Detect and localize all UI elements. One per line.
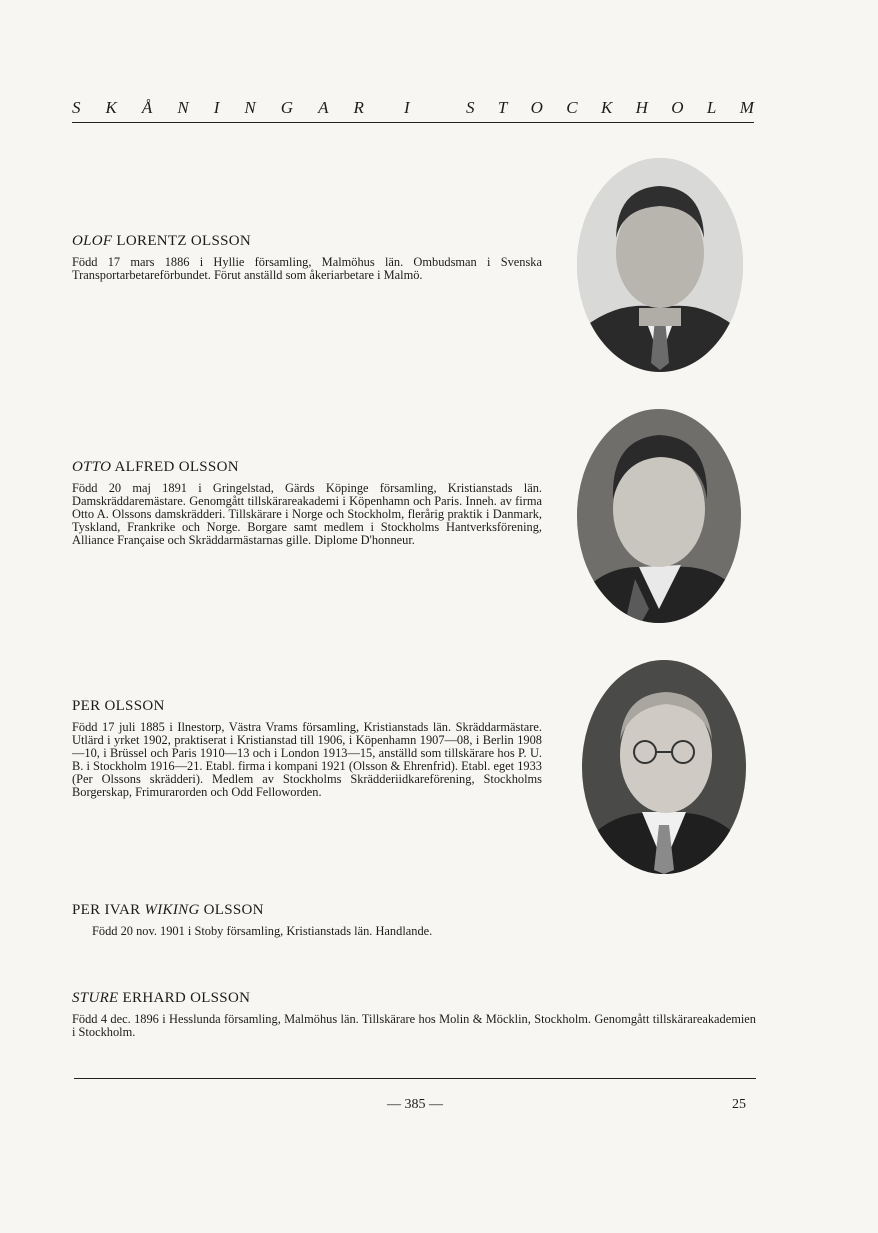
entry-name [72,902,562,919]
header-letter: L [706,98,717,117]
portrait-photo-olof-lorentz-olsson [577,158,743,372]
signature-mark: 25 [732,1097,746,1112]
entry-name [72,990,756,1007]
entry-name [72,233,542,250]
portrait-photo-otto-alfred-olsson [577,409,741,623]
entry-given-name: WIKING [144,902,200,918]
portrait-illustration [577,158,743,372]
entry-given-name: OTTO [72,459,112,475]
entry-given-name: STURE [72,990,119,1006]
entry-surname: PER OLSSON [72,698,165,714]
header-right-word [466,98,754,118]
entry-per-ivar-wiking-olsson [72,902,562,938]
page-number: — 385 — [387,1097,443,1112]
entry-per-olsson [72,698,542,799]
header-letter: O [530,98,543,117]
entry-surname: ALFRED OLSSON [111,459,239,475]
portrait-illustration [577,409,741,623]
entry-given-name: OLOF [72,233,113,249]
entry-name [72,698,542,715]
header-letter: N [177,98,189,117]
header-letter: C [566,98,578,117]
header-left-word [72,98,364,118]
entry-name [72,459,542,476]
footer-rule [74,1078,756,1079]
entry-olof-lorentz-olsson [72,233,542,282]
entry-bio: Född 17 juli 1885 i Ilnestorp, Västra Vrams församling, Kristianstads län. Skräddarmästare. Utlärd i yrket 1902, praktiserat i Kristianstad till 1906, i Köpenhamn 1907—08, i Berlin 1908—10, i Brüssel och Paris 1910—13 och i London 1913—15, anställd som tillskärare hos P. U. B. i Stockholm 1916—21. Etabl. firma i kompani 1921 (Olsson & Ehrenfrid). Etabl. eget 1933 (Per Olssons skrädderi). Medlem av Stockholms Skrädderiidkareförening, Stockholms Borgerskap, Frimurarorden och Odd Felloworden. [72,720,542,799]
header-letter: T [497,98,508,117]
entry-bio: Född 20 maj 1891 i Gringelstad, Gärds Köpinge församling, Kristianstads län. Damskräddaremästare. Genomgått tillskärareakademi i Köpenhamn och Paris. Inneh. av firma Otto A. Olssons damskrädderi. Tillskärare i Norge och Stockholm, flerårig praktik i Danmark, Tyskland, Frankrike och Norge. Borgare samt medlem i Stockholms Hantverksförening, Alliance Française och Skräddarmästarnas gille. Diplome D'honneur. [72,481,542,547]
entry-bio: Född 17 mars 1886 i Hyllie församling, Malmöhus län. Ombudsman i Svenska Transportarbetareförbundet. Förut anställd som åkeriarbetare i Malmö. [72,255,542,282]
header-letter: G [280,98,294,117]
entry-surname: OLSSON [199,902,264,918]
header-letter: S [72,98,81,117]
entry-prefix: PER IVAR [72,902,145,918]
header-letter: H [635,98,648,117]
entry-bio: Född 4 dec. 1896 i Hesslunda församling, Malmöhus län. Tillskärare hos Molin & Möcklin, Stockholm. Genomgått tillskärareakademien i Stockholm. [72,1012,756,1039]
header-letter: A [318,98,329,117]
entry-bio: Född 20 nov. 1901 i Stoby församling, Kristianstads län. Handlande. [92,924,433,938]
header-letter: K [105,98,117,117]
running-header [72,98,754,118]
header-letter: S [466,98,475,117]
header-letter: K [600,98,613,117]
header-letter: I [213,98,220,117]
entry-surname: ERHARD OLSSON [118,990,251,1006]
entry-surname: LORENTZ OLSSON [112,233,252,249]
entry-sture-erhard-olsson [72,990,756,1039]
portrait-illustration [582,660,746,874]
header-mid-word: I [404,98,410,117]
header-letter: O [671,98,684,117]
header-rule [72,122,754,123]
header-letter: R [353,98,364,117]
header-letter: Å [141,98,153,117]
entry-otto-alfred-olsson [72,459,542,547]
portrait-photo-per-olsson [582,660,746,874]
header-letter: M [739,98,754,117]
header-letter: N [244,98,256,117]
